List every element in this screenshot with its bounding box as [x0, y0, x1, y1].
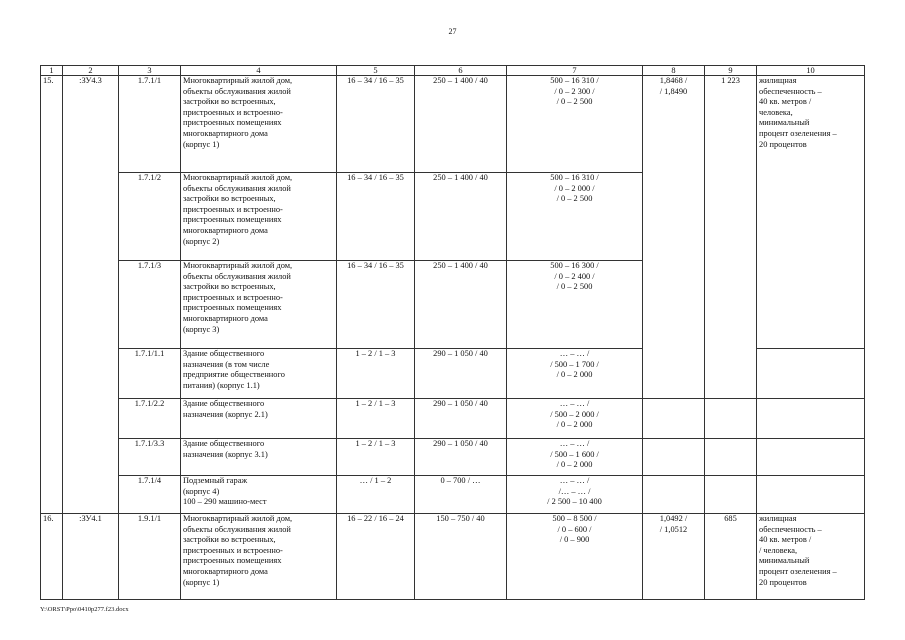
note: жилищная обеспеченность – 40 кв. метров / / человека, минимальный процент озеленения – 20 процентов: [757, 514, 865, 600]
floor-space: … – … / / 500 – 1 600 / / 0 – 2 000: [507, 439, 643, 476]
col-header: 3: [119, 66, 181, 76]
object-description: Многоквартирный жилой дом, объекты обслуживания жилой застройки во встроенных, пристроенных и встроенно- пристроенных помещениях многоквартирного дома (корпус 1): [181, 76, 337, 173]
floor-space: 500 – 16 300 / / 0 – 2 400 / / 0 – 2 500: [507, 261, 643, 349]
object-code: 1.7.1/3: [119, 261, 181, 349]
object-code: 1.7.1/1: [119, 76, 181, 173]
height: 290 – 1 050 / 40: [415, 349, 507, 399]
object-code: 1.7.1/2: [119, 173, 181, 261]
object-description: Многоквартирный жилой дом, объекты обслуживания жилой застройки во встроенных, пристроенных и встроенно- пристроенных помещениях многоквартирного дома (корпус 2): [181, 173, 337, 261]
floors: 16 – 22 / 16 – 24: [337, 514, 415, 600]
land-plot-id: :ЗУ4.1: [63, 514, 119, 600]
empty-cell: [705, 399, 757, 439]
floor-space: … – … / / 500 – 2 000 / / 0 – 2 000: [507, 399, 643, 439]
floors: … / 1 – 2: [337, 476, 415, 514]
table-row: [41, 514, 865, 600]
empty-cell: [757, 349, 865, 399]
floors: 1 – 2 / 1 – 3: [337, 399, 415, 439]
empty-cell: [757, 476, 865, 514]
height: 250 – 1 400 / 40: [415, 173, 507, 261]
empty-cell: [643, 399, 705, 439]
empty-cell: [643, 439, 705, 476]
table-row: [41, 399, 865, 439]
object-code: 1.7.1/3.3: [119, 439, 181, 476]
floor-space: 500 – 16 310 / / 0 – 2 300 / / 0 – 2 500: [507, 76, 643, 173]
area: 1,0492 / / 1,0512: [643, 514, 705, 600]
object-description: Многоквартирный жилой дом, объекты обслуживания жилой застройки во встроенных, пристроенных и встроенно- пристроенных помещениях многоквартирного дома (корпус 3): [181, 261, 337, 349]
height: 150 – 750 / 40: [415, 514, 507, 600]
col-header: 6: [415, 66, 507, 76]
note: жилищная обеспеченность – 40 кв. метров / человека, минимальный процент озеленения – 20 процентов: [757, 76, 865, 349]
table-row: [41, 76, 865, 173]
empty-cell: [757, 439, 865, 476]
col-header: 9: [705, 66, 757, 76]
height: 250 – 1 400 / 40: [415, 261, 507, 349]
height: 290 – 1 050 / 40: [415, 439, 507, 476]
land-plot-id: :ЗУ4.3: [63, 76, 119, 514]
object-description: Здание общественного назначения (корпус 2.1): [181, 399, 337, 439]
floors: 1 – 2 / 1 – 3: [337, 439, 415, 476]
height: 0 – 700 / …: [415, 476, 507, 514]
empty-cell: [643, 476, 705, 514]
empty-cell: [705, 439, 757, 476]
people-count: 1 223: [705, 76, 757, 399]
floors: 16 – 34 / 16 – 35: [337, 76, 415, 173]
floors: 16 – 34 / 16 – 35: [337, 173, 415, 261]
col-header: 8: [643, 66, 705, 76]
col-header: 4: [181, 66, 337, 76]
col-header: 2: [63, 66, 119, 76]
object-description: Многоквартирный жилой дом, объекты обслуживания жилой застройки во встроенных, пристроенных и встроенно- пристроенных помещениях многоквартирного дома (корпус 1): [181, 514, 337, 600]
floor-space: 500 – 16 310 / / 0 – 2 000 / / 0 – 2 500: [507, 173, 643, 261]
page-number: 27: [448, 27, 457, 36]
table-row: [41, 439, 865, 476]
zoning-table: [40, 65, 865, 600]
col-header: 10: [757, 66, 865, 76]
empty-cell: [705, 476, 757, 514]
header-row: [41, 66, 865, 76]
object-description: Подземный гараж (корпус 4) 100 – 290 машино-мест: [181, 476, 337, 514]
object-code: 1.7.1/2.2: [119, 399, 181, 439]
floors: 16 – 34 / 16 – 35: [337, 261, 415, 349]
floor-space: … – … / / 500 – 1 700 / / 0 – 2 000: [507, 349, 643, 399]
object-code: 1.7.1/4: [119, 476, 181, 514]
row-number: 16.: [41, 514, 63, 600]
height: 250 – 1 400 / 40: [415, 76, 507, 173]
col-header: 7: [507, 66, 643, 76]
row-number: 15.: [41, 76, 63, 514]
object-description: Здание общественного назначения (корпус 3.1): [181, 439, 337, 476]
area: 1,8468 / / 1,8490: [643, 76, 705, 399]
object-code: 1.7.1/1.1: [119, 349, 181, 399]
col-header: 5: [337, 66, 415, 76]
table-row: [41, 476, 865, 514]
floor-space: 500 – 8 500 / / 0 – 600 / / 0 – 900: [507, 514, 643, 600]
people-count: 685: [705, 514, 757, 600]
object-description: Здание общественного назначения (в том числе предприятие общественного питания) (корпус 1.1): [181, 349, 337, 399]
floors: 1 – 2 / 1 – 3: [337, 349, 415, 399]
empty-cell: [757, 399, 865, 439]
floor-space: … – … / /… – … / / 2 500 – 10 400: [507, 476, 643, 514]
object-code: 1.9.1/1: [119, 514, 181, 600]
file-path-footer: Y:\ORST\Ppo\0410p277.f23.docx: [40, 606, 129, 613]
height: 290 – 1 050 / 40: [415, 399, 507, 439]
col-header: 1: [41, 66, 63, 76]
